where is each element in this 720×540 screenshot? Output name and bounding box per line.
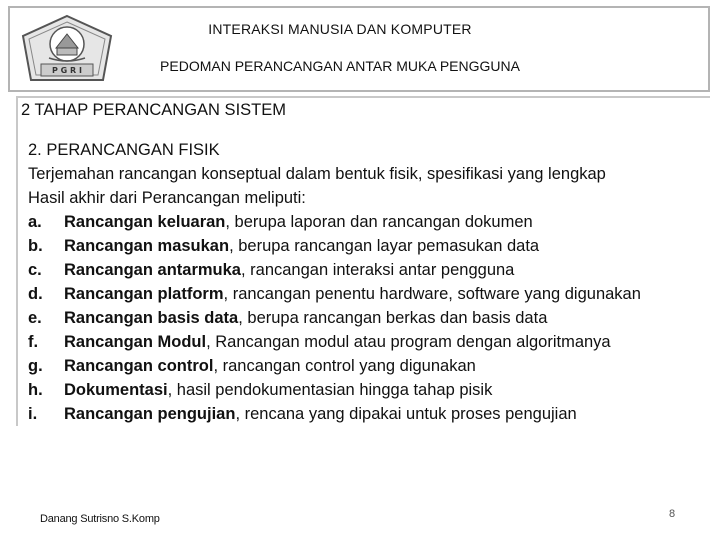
intro-line: Hasil akhir dari Perancangan meliputi: <box>28 189 306 207</box>
list-description: , rancangan control yang digunakan <box>213 357 476 375</box>
list-marker: c. <box>28 261 42 279</box>
body-text <box>28 138 641 426</box>
list-marker: e. <box>28 309 42 327</box>
footer-author: Danang Sutrisno S.Komp <box>40 513 160 525</box>
list-description: , rancangan penentu hardware, software yang digunakan <box>223 285 641 303</box>
list-marker: d. <box>28 285 43 303</box>
section-heading: 2 TAHAP PERANCANGAN SISTEM <box>21 101 286 119</box>
pgri-logo-icon <box>19 14 115 86</box>
header-subtitle: PEDOMAN PERANCANGAN ANTAR MUKA PENGGUNA <box>160 58 520 74</box>
list-marker: h. <box>28 381 43 399</box>
list-description: , berupa rancangan berkas dan basis data <box>238 309 548 327</box>
list-term: Rancangan pengujian <box>64 405 236 423</box>
list-description: , berupa laporan dan rancangan dokumen <box>225 213 533 231</box>
list-term: Rancangan basis data <box>64 309 239 327</box>
list-marker: f. <box>28 333 39 351</box>
list-item <box>28 330 641 354</box>
list-term: Rancangan control <box>64 357 214 375</box>
list-item <box>28 306 641 330</box>
list-item <box>28 234 641 258</box>
slide-header <box>8 6 710 92</box>
list-item <box>28 282 641 306</box>
list-marker: i. <box>28 405 38 423</box>
list-term: Rancangan masukan <box>64 237 230 255</box>
list-description: , Rancangan modul atau program dengan algoritmanya <box>206 333 611 351</box>
subsection-heading: 2. PERANCANGAN FISIK <box>28 141 220 159</box>
list-description: , berupa rancangan layar pemasukan data <box>229 237 540 255</box>
list-item <box>28 378 641 402</box>
list-item <box>28 402 641 426</box>
content-area <box>16 96 710 426</box>
list-description: , hasil pendokumentasian hingga tahap pisik <box>167 381 493 399</box>
list-description: , rancangan interaksi antar pengguna <box>240 261 515 279</box>
list-marker: a. <box>28 213 42 231</box>
intro-line: Terjemahan rancangan konseptual dalam bentuk fisik, spesifikasi yang lengkap <box>28 165 606 183</box>
list-term: Rancangan keluaran <box>64 213 226 231</box>
list-term: Dokumentasi <box>64 381 168 399</box>
list-item <box>28 354 641 378</box>
logo-text: P G R I <box>52 66 82 75</box>
list-marker: g. <box>28 357 43 375</box>
list-term: Rancangan Modul <box>64 333 207 351</box>
list-item <box>28 258 641 282</box>
list-term: Rancangan antarmuka <box>64 261 241 279</box>
list-description: , rencana yang dipakai untuk proses pengujian <box>235 405 577 423</box>
list-term: Rancangan platform <box>64 285 224 303</box>
header-title: INTERAKSI MANUSIA DAN KOMPUTER <box>208 21 472 37</box>
page-number: 8 <box>669 508 676 520</box>
list-item <box>28 210 641 234</box>
list-marker: b. <box>28 237 43 255</box>
